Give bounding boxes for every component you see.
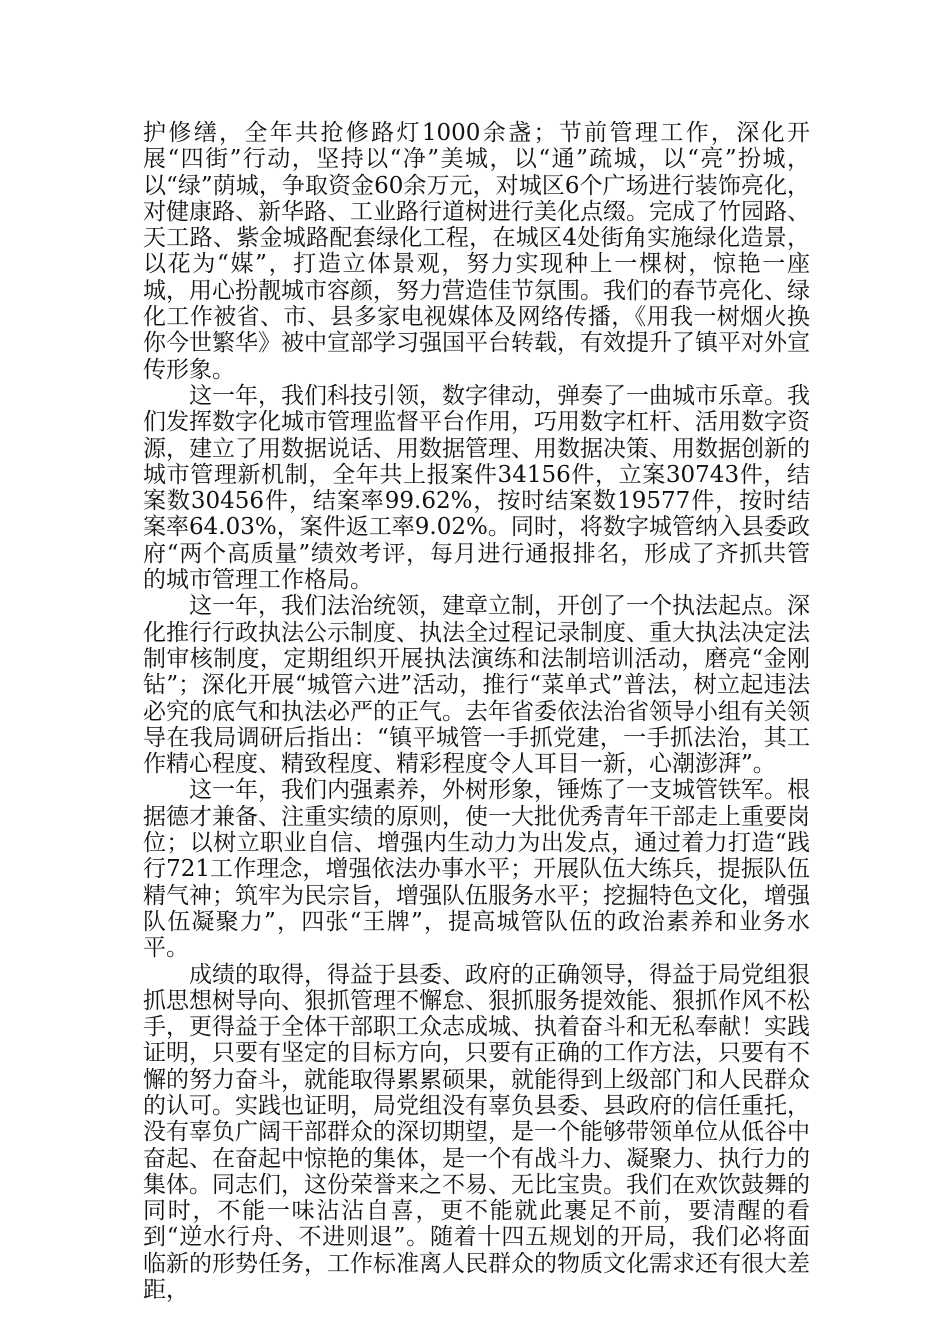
paragraph-team-building: 这一年，我们内强素养，外树形象，锤炼了一支城管铁军。根据德才兼备、注重实绩的原则，使一大批优秀青年干部走上重要岗位；以树立职业自信、增强内生动力为出发点，通过着力打造“践行721工作理念，增强依法办事水平；开展队伍大练兵，提振队伍精气神；筑牢为民宗旨，增强队伍服务水平；挖掘特色文化，增强队伍凝聚力”，四张“王牌”，提高城管队伍的政治素养和业务水平。 bbox=[143, 777, 810, 962]
paragraph-digital-management: 这一年，我们科技引领，数字律动，弹奏了一曲城市乐章。我们发挥数字化城市管理监督平台作用，巧用数字杠杆、活用数字资源，建立了用数据说话、用数据管理、用数据决策、用数据创新的城市管理新机制，全年共上报案件34156件，立案30743件，结案数30456件，结案率99.62%，按时结案数19577件，按时结案率64.03%，案件返工率9.02%。同时，将数字城管纳入县委政府“两个高质量”绩效考评，每月进行通报排名，形成了齐抓共管的城市管理工作格局。 bbox=[143, 382, 810, 594]
paragraph-continuation: 护修缮，全年共抢修路灯1000余盏；节前管理工作，深化开展“四街”行动，坚持以“净”美城，以“通”疏城，以“亮”扮城，以“绿”荫城，争取资金60余万元，对城区6个广场进行装饰亮化，对健康路、新华路、工业路行道树进行美化点缀。完成了竹园路、天工路、紫金城路配套绿化工程，在城区4处街角实施绿化造景，以花为“媒”，打造立体景观，努力实现种上一棵树，惊艳一座城，用心扮靓城市容颜，努力营造佳节氛围。我们的春节亮化、绿化工作被省、市、县多家电视媒体及网络传播，《用我一树烟火换你今世繁华》被中宣部学习强国平台转载，有效提升了镇平对外宣传形象。 bbox=[143, 120, 810, 383]
paragraph-rule-of-law: 这一年，我们法治统领，建章立制，开创了一个执法起点。深化推行行政执法公示制度、执法全过程记录制度、重大执法决定法制审核制度，定期组织开展执法演练和法制培训活动，磨亮“金刚钻”；深化开展“城管六进”活动，推行“菜单式”普法，树立起违法必究的底气和执法必严的正气。去年省委依法治省领导小组有关领导在我局调研后指出：“镇平城管一手抓党建，一手抓法治，其工作精心程度、精致程度、精彩程度令人耳目一新，心潮澎湃”。 bbox=[143, 593, 810, 778]
document-body bbox=[143, 120, 810, 1303]
paragraph-achievements: 成绩的取得，得益于县委、政府的正确领导，得益于局党组狠抓思想树导向、狠抓管理不懈怠、狠抓服务提效能、狠抓作风不松手，更得益于全体干部职工众志成城、执着奋斗和无私奉献！实践证明，只要有坚定的目标方向，只要有正确的工作方法，只要有不懈的努力奋斗，就能取得累累硕果，就能得到上级部门和人民群众的认可。实践也证明，局党组没有辜负县委、县政府的信任重托，没有辜负广阔干部群众的深切期望，是一个能够带领单位从低谷中奋起、在奋起中惊艳的集体，是一个有战斗力、凝聚力、执行力的集体。同志们，这份荣誉来之不易、无比宝贵。我们在欢饮鼓舞的同时，不能一味沾沾自喜，更不能就此裹足不前，要清醒的看到“逆水行舟、不进则退”。随着十四五规划的开局，我们必将面临新的形势任务，工作标准离人民群众的物质文化需求还有很大差距， bbox=[143, 961, 810, 1304]
